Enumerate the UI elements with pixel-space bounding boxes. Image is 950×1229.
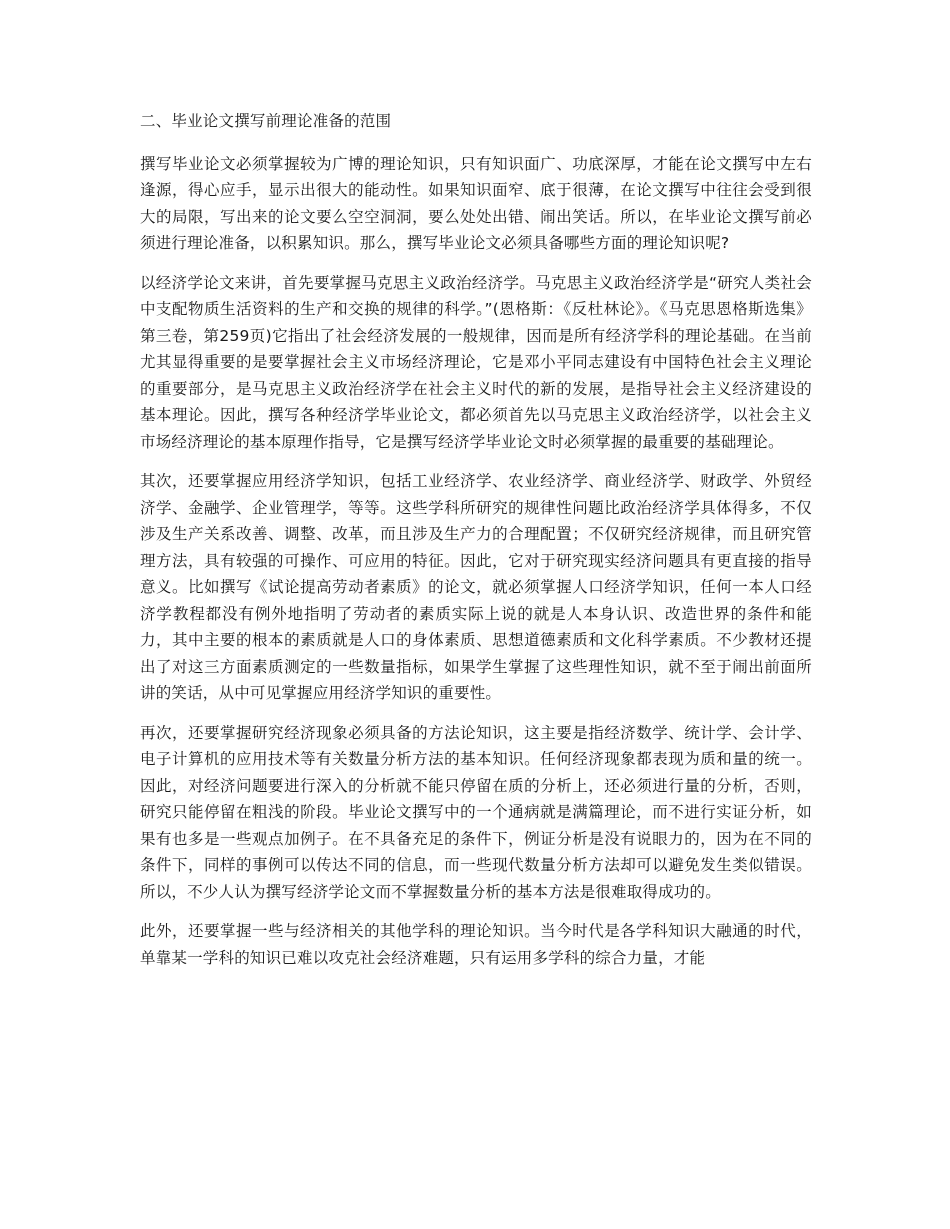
paragraph-4: 再次，还要掌握研究经济现象必须具备的方法论知识，这主要是指经济数学、统计学、会计学、电子计算机的应用技术等有关数量分析方法的基本知识。任何经济现象都表现为质和量的统一。因此，对经济问题要进行深入的分析就不能只停留在质的分析上，还必须进行量的分析，否则，研究只能停留在粗浅的阶段。毕业论文撰写中的一个通病就是满篇理论，而不进行实证分析，如果有也多是一些观点加例子。在不具备充足的条件下，例证分析是没有说眼力的，因为在不同的条件下，同样的事例可以传达不同的信息，而一些现代数量分析方法却可以避免发生类似错误。所以，不少人认为撰写经济学论文而不掌握数量分析的基本方法是很难取得成功的。 [140, 723, 812, 901]
paragraph-1: 撰写毕业论文必须掌握较为广博的理论知识，只有知识面广、功底深厚，才能在论文撰写中左右逢源，得心应手，显示出很大的能动性。如果知识面窄、底于很薄，在论文撰写中往往会受到很大的局限，写出来的论文要么空空洞洞，要么处处出错、闹出笑话。所以，在毕业论文撰写前必须进行理论准备，以积累知识。那么，撰写毕业论文必须具备哪些方面的理论知识呢? [140, 154, 812, 252]
document-page [140, 108, 812, 984]
section-heading: 二、毕业论文撰写前理论准备的范围 [140, 112, 392, 130]
paragraph-3: 其次，还要掌握应用经济学知识，包括工业经济学、农业经济学、商业经济学、财政学、外贸经济学、金融学、企业管理学，等等。这些学科所研究的规律性问题比政治经济学具体得多，不仅涉及生产关系改善、调整、改革，而且涉及生产力的合理配置；不仅研究经济规律，而且研究管理方法，具有较强的可操作、可应用的特征。因此，它对于研究现实经济问题具有更直接的指导意义。比如撰写《试论提高劳动者素质》的论文，就必须掌握人口经济学知识，任何一本人口经济学教程都没有例外地指明了劳动者的素质实际上说的就是人本身认识、改造世界的条件和能力，其中主要的根本的素质就是人口的身体素质、思想道德素质和文化科学素质。不少教材还提出了对这三方面素质测定的一些数量指标，如果学生掌握了这些理性知识，就不至于闹出前面所讲的笑话，从中可见掌握应用经济学知识的重要性。 [140, 472, 812, 702]
paragraph-2: 以经济学论文来讲，首先要掌握马克思主义政治经济学。马克思主义政治经济学是“研究人类社会中支配物质生活资料的生产和交换的规律的科学。”(恩格斯：《反杜林论》。《马克思恩格斯选集》第三卷，第259页)它指出了社会经济发展的一般规律，因而是所有经济学科的理论基础。在当前尤其显得重要的是要掌握社会主义市场经济理论，它是邓小平同志建设有中国特色社会主义理论的重要部分，是马克思主义政治经济学在社会主义时代的新的发展，是指导社会主义经济建设的基本理论。因此，撰写各种经济学毕业论文，都必须首先以马克思主义政治经济学，以社会主义市场经济理论的基本原理作指导，它是撰写经济学毕业论文时必须掌握的最重要的基础理论。 [140, 273, 812, 451]
paragraph-5: 此外，还要掌握一些与经济相关的其他学科的理论知识。当今时代是各学科知识大融通的时代，单靠某一学科的知识已难以攻克社会经济难题，只有运用多学科的综合力量，才能 [140, 922, 812, 967]
